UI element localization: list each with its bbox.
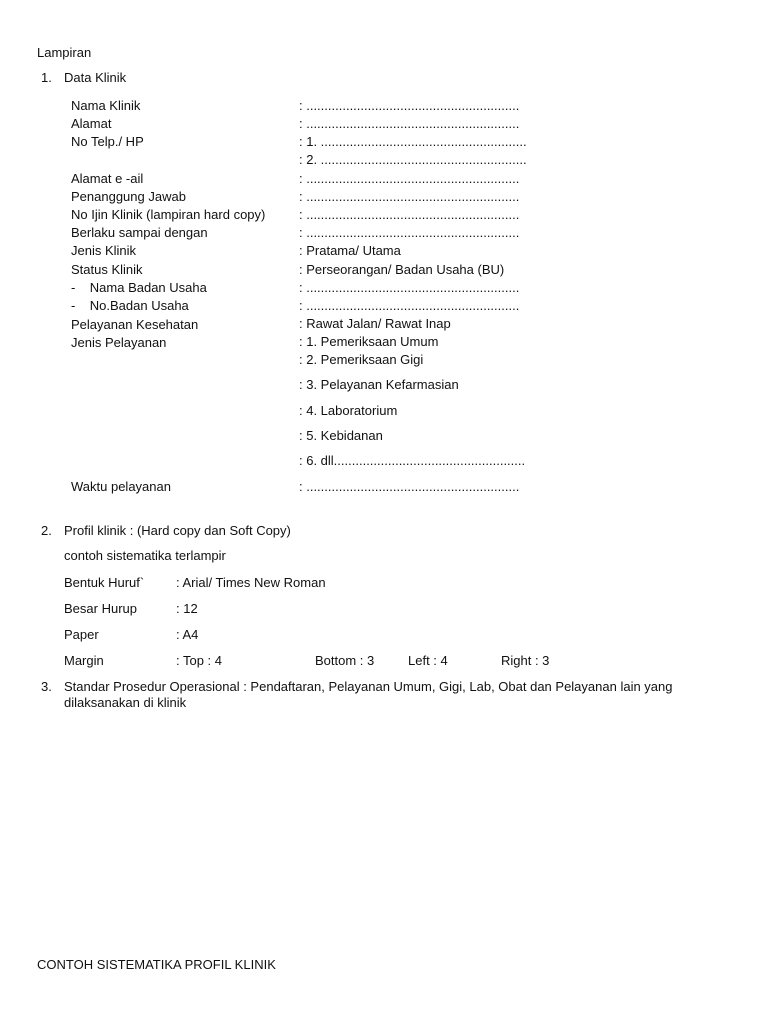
row-value: : 2. Pemeriksaan Gigi <box>299 352 424 367</box>
margin-left: Left : 4 <box>408 653 448 668</box>
row-value: : 1. ......................................................... <box>299 134 527 149</box>
section3-line2: dilaksanakan di klinik <box>64 695 187 710</box>
row-value: : 2. ......................................................... <box>299 152 527 167</box>
margin-right: Right : 3 <box>501 653 550 668</box>
row-value: : 3. Pelayanan Kefarmasian <box>299 377 459 392</box>
margin-bottom: Bottom : 3 <box>315 653 375 668</box>
row-label: No Telp./ HP <box>71 134 144 149</box>
font-type-label: Bentuk Huruf` <box>64 575 145 590</box>
row-value: : ........................................................... <box>299 171 520 186</box>
font-size-label: Besar Hurup <box>64 601 137 616</box>
row-label: - Nama Badan Usaha <box>71 280 207 295</box>
section2-title: Profil klinik : (Hard copy dan Soft Copy) <box>64 523 291 538</box>
row-label: Alamat <box>71 116 112 131</box>
section1-title: Data Klinik <box>64 70 127 85</box>
row-value: : ........................................................... <box>299 98 520 113</box>
row-value: : Pratama/ Utama <box>299 243 401 258</box>
row-value: : ........................................................... <box>299 207 520 222</box>
section3-line1: Standar Prosedur Operasional : Pendaftaran, Pelayanan Umum, Gigi, Lab, Obat dan Pelayanan lain yang <box>64 679 673 694</box>
row-value: : Perseorangan/ Badan Usaha (BU) <box>299 262 505 277</box>
row-value: : 6. dll..................................................... <box>299 453 526 468</box>
paper-label: Paper <box>64 627 99 642</box>
row-value: : ........................................................... <box>299 189 520 204</box>
font-type-value: : Arial/ Times New Roman <box>176 575 326 590</box>
row-label: Jenis Klinik <box>71 243 137 258</box>
row-value: : Rawat Jalan/ Rawat Inap <box>299 316 451 331</box>
section2-number: 2. <box>41 523 52 538</box>
section3-number: 3. <box>41 679 52 694</box>
row-label: Alamat e -ail <box>71 171 144 186</box>
margin-top: : Top : 4 <box>176 653 223 668</box>
row-label: Status Klinik <box>71 262 143 277</box>
row-value: : 4. Laboratorium <box>299 403 398 418</box>
font-size-value: : 12 <box>176 601 198 616</box>
section2-subtitle: contoh sistematika terlampir <box>64 548 226 563</box>
paper-value: : A4 <box>176 627 199 642</box>
row-value: : 1. Pemeriksaan Umum <box>299 334 439 349</box>
row-label: Waktu pelayanan <box>71 479 171 494</box>
margin-label: Margin <box>64 653 104 668</box>
row-label: - No.Badan Usaha <box>71 298 189 313</box>
row-value: : ........................................................... <box>299 280 520 295</box>
row-value: : 5. Kebidanan <box>299 428 383 443</box>
section1-number: 1. <box>41 70 52 85</box>
row-value: : ........................................................... <box>299 298 520 313</box>
row-label: Nama Klinik <box>71 98 141 113</box>
footer-title: CONTOH SISTEMATIKA PROFIL KLINIK <box>37 957 276 972</box>
row-value: : ........................................................... <box>299 225 520 240</box>
row-value: : ........................................................... <box>299 479 520 494</box>
row-label: Pelayanan Kesehatan <box>71 317 199 332</box>
row-label: Berlaku sampai dengan <box>71 225 208 240</box>
row-label: Jenis Pelayanan <box>71 335 167 350</box>
row-label: Penanggung Jawab <box>71 189 186 204</box>
row-value: : ........................................................... <box>299 116 520 131</box>
heading-lampiran: Lampiran <box>37 45 92 60</box>
row-label: No Ijin Klinik (lampiran hard copy) <box>71 207 266 222</box>
